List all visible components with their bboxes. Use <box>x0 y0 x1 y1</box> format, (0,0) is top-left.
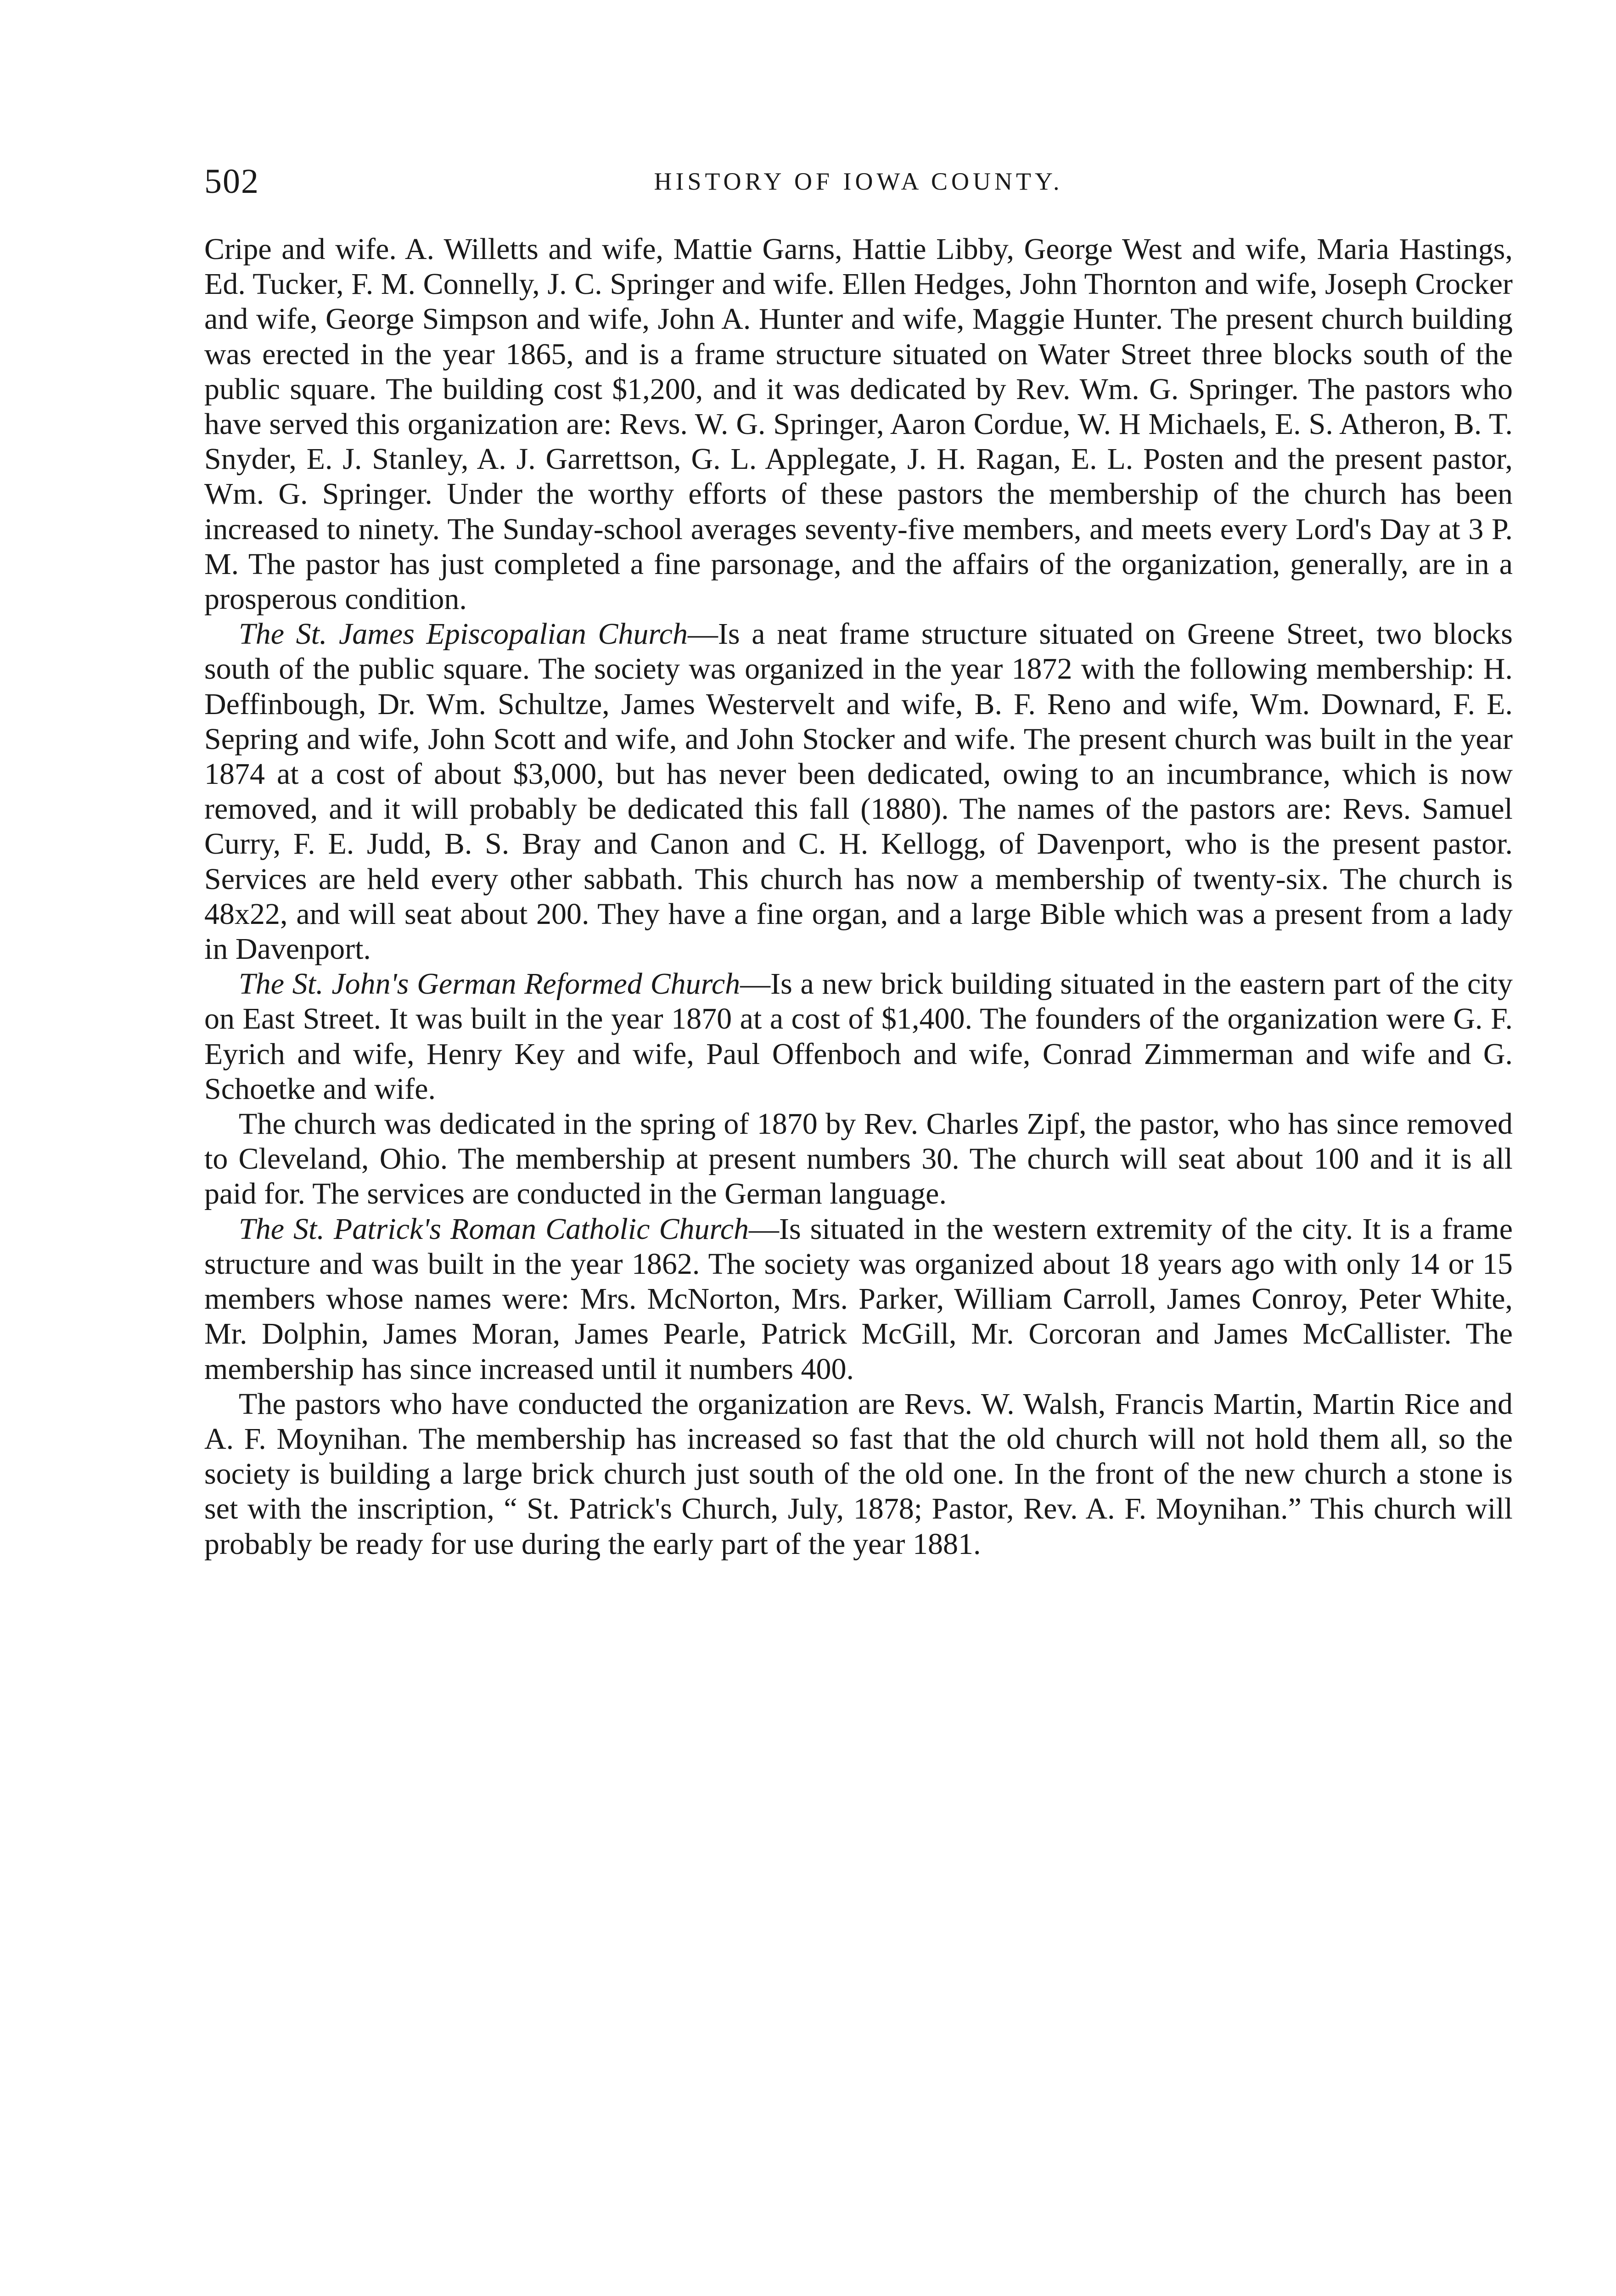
paragraph-text: Is a neat frame structure situated on Greene Street, two blocks south of the public square. The society was organized in the year 1872 with the following membership: H. Deffinbough, Dr. Wm. Schultze, James Westervelt and wife, B. F. Reno and wife, Wm. Downard, F. E. Sepring and wife, John Scott and wife, and John Stocker and wife. The present church was built in the year 1874 at a cost of about $3,000, but has never been dedicated, owing to an incumbrance, which is now removed, and it will probably be dedicated this fall (1880). The names of the pastors are: Revs. Samuel Curry, F. E. Judd, B. S. Bray and Canon and C. H. Kellogg, of Davenport, who is the present pastor. Services are held every other sabbath. This church has now a membership of twenty-six. The church is 48x22, and will seat about 200. They have a fine organ, and a large Bible which was a present from a lady in Davenport. <box>204 617 1513 966</box>
paragraph-st-patricks-pastors <box>204 1387 1513 1562</box>
title-separator: — <box>749 1212 780 1246</box>
paragraph-st-james-episcopalian <box>204 617 1513 967</box>
church-title: The St. John's German Reformed Church <box>239 967 741 1001</box>
page-header <box>204 156 1513 207</box>
paragraph-methodist-church <box>204 232 1513 617</box>
title-separator: — <box>740 967 771 1001</box>
church-title: The St. Patrick's Roman Catholic Church <box>239 1212 749 1246</box>
church-title: The St. James Episcopalian Church <box>239 617 688 651</box>
paragraph-text: The church was dedicated in the spring of 1870 by Rev. Charles Zipf, the pastor, who has since removed to Cleveland, Ohio. The membership at present numbers 30. The church will seat about 100 and it is all paid for. The services are conducted in the German language. <box>204 1107 1513 1211</box>
paragraph-german-reformed-dedication <box>204 1107 1513 1212</box>
title-separator: — <box>687 617 718 651</box>
paragraph-text: Is situated in the western extremity of the city. It is a frame structure and was built in the year 1862. The society was organized about 18 years ago with only 14 or 15 members whose names were: Mrs. McNorton, Mrs. Parker, William Carroll, James Conroy, Peter White, Mr. Dolphin, James Moran, James Pearle, Patrick McGill, Mr. Corcoran and James McCallister. The membership has since increased until it numbers 400. <box>204 1212 1513 1386</box>
running-head: HISTORY OF IOWA COUNTY. <box>654 168 1063 195</box>
paragraph-text: The pastors who have conducted the organization are Revs. W. Walsh, Francis Martin, Martin Rice and A. F. Moynihan. The membership has increased so fast that the old church will not hold them all, so the society is building a large brick church just south of the old one. In the front of the new church a stone is set with the inscription, “ St. Patrick's Church, July, 1878; Pastor, Rev. A. F. Moynihan.” This church will probably be ready for use during the early part of the year 1881. <box>204 1387 1513 1561</box>
body-text <box>204 232 1513 1562</box>
paragraph-text: Cripe and wife. A. Willetts and wife, Mattie Garns, Hattie Libby, George West and wife, Maria Hastings, Ed. Tucker, F. M. Connelly, J. C. Springer and wife. Ellen Hedges, John Thornton and wife, Joseph Crocker and wife, George Simpson and wife, John A. Hunter and wife, Maggie Hunter. The present church building was erected in the year 1865, and is a frame structure situated on Water Street three blocks south of the public square. The building cost $1,200, and it was dedicated by Rev. Wm. G. Springer. The pastors who have served this organization are: Revs. W. G. Springer, Aaron Cordue, W. H Michaels, E. S. Atheron, B. T. Snyder, E. J. Stanley, A. J. Garrettson, G. L. Applegate, J. H. Ragan, E. L. Posten and the present pastor, Wm. G. Springer. Under the worthy efforts of these pastors the membership of the church has been increased to ninety. The Sunday-school averages seventy-five members, and meets every Lord's Day at 3 P. M. The pastor has just completed a fine parsonage, and the affairs of the organization, generally, are in a prosperous condition. <box>204 232 1513 616</box>
page-number: 502 <box>204 162 259 201</box>
paragraph-text: Is a new brick building situated in the eastern part of the city on East Street. It was built in the year 1870 at a cost of $1,400. The founders of the organization were G. F. Eyrich and wife, Henry Key and wife, Paul Offenboch and wife, Conrad Zimmerman and wife and G. Schoetke and wife. <box>204 967 1513 1106</box>
paragraph-st-johns-german-reformed <box>204 967 1513 1107</box>
paragraph-st-patricks-catholic <box>204 1212 1513 1387</box>
